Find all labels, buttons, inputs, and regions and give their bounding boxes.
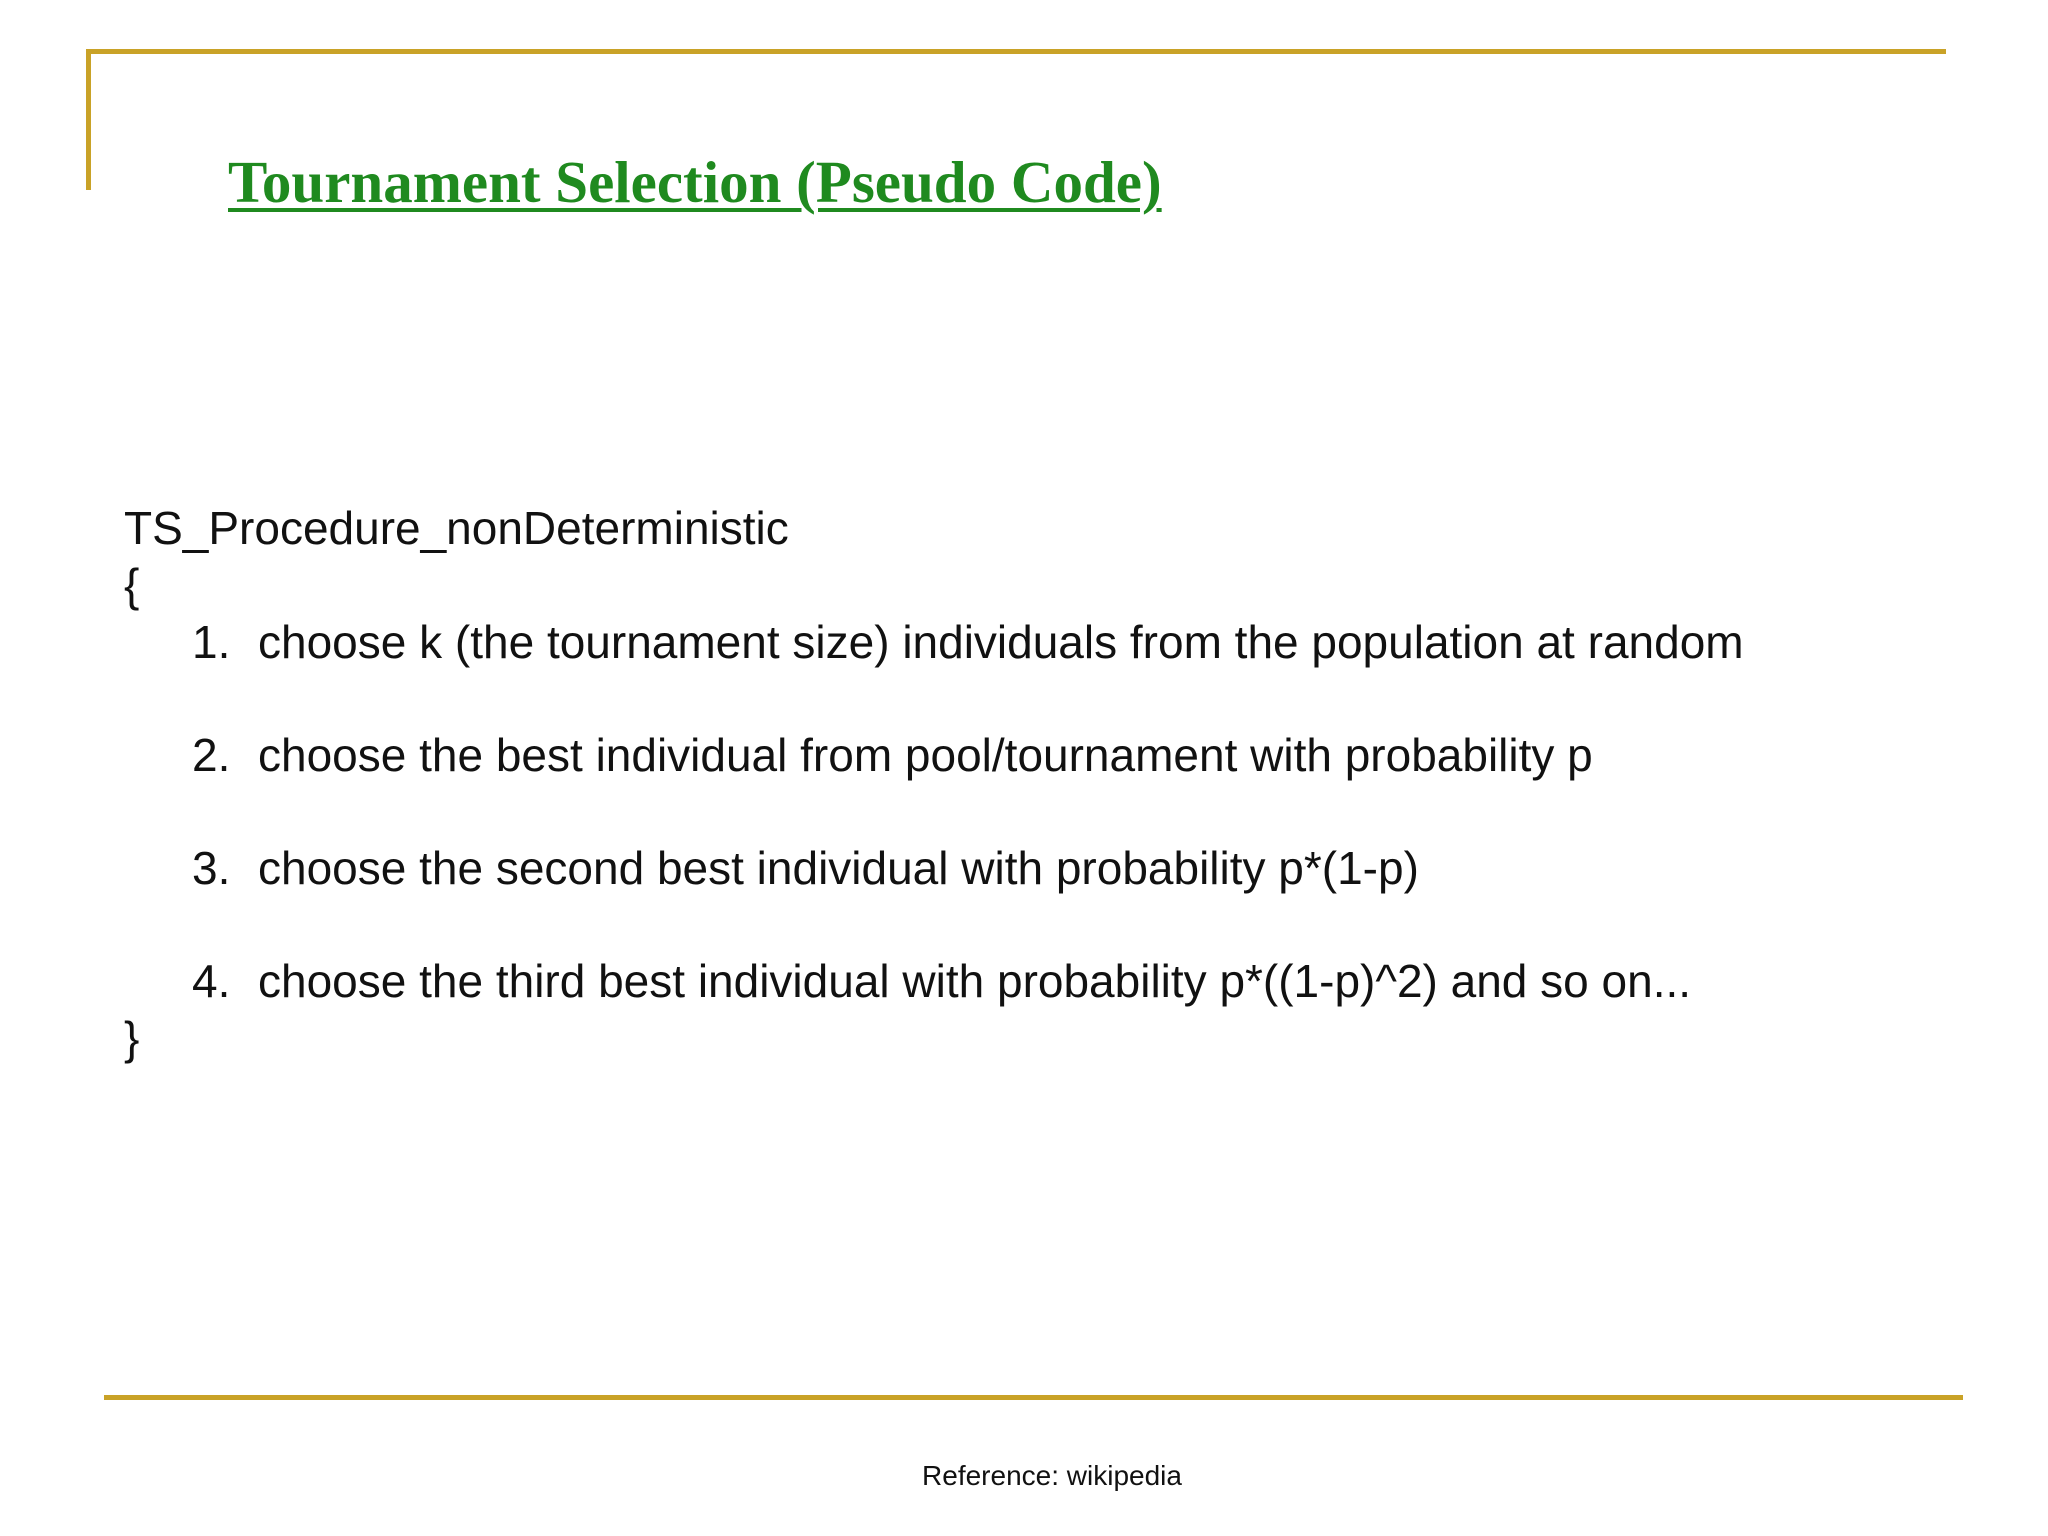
step-item [124,840,1744,897]
procedure-name: TS_Procedure_nonDeterministic [124,502,789,554]
step-text: choose the best individual from pool/tournament with probability p [258,729,1593,781]
slide-title: Tournament Selection (Pseudo Code) [228,149,1162,215]
step-text: choose k (the tournament size) individuals from the population at random [258,616,1744,668]
step-text: choose the third best individual with probability p*((1-p)^2) and so on... [258,955,1692,1007]
step-number: 1. [192,616,231,668]
close-brace: } [124,1012,140,1064]
bottom-divider [104,1395,1963,1400]
open-brace: { [124,559,140,611]
step-item [124,727,1744,784]
left-divider [86,49,91,190]
step-number: 2. [192,729,231,781]
step-text: choose the second best individual with probability p*(1-p) [258,842,1419,894]
step-item [124,953,1744,1010]
step-list [124,614,1744,1010]
step-number: 4. [192,955,231,1007]
step-number: 3. [192,842,231,894]
top-divider [86,49,1946,54]
step-item [124,614,1744,671]
reference-note: Reference: wikipedia [922,1460,1182,1491]
pseudo-code-block [124,500,1744,1067]
